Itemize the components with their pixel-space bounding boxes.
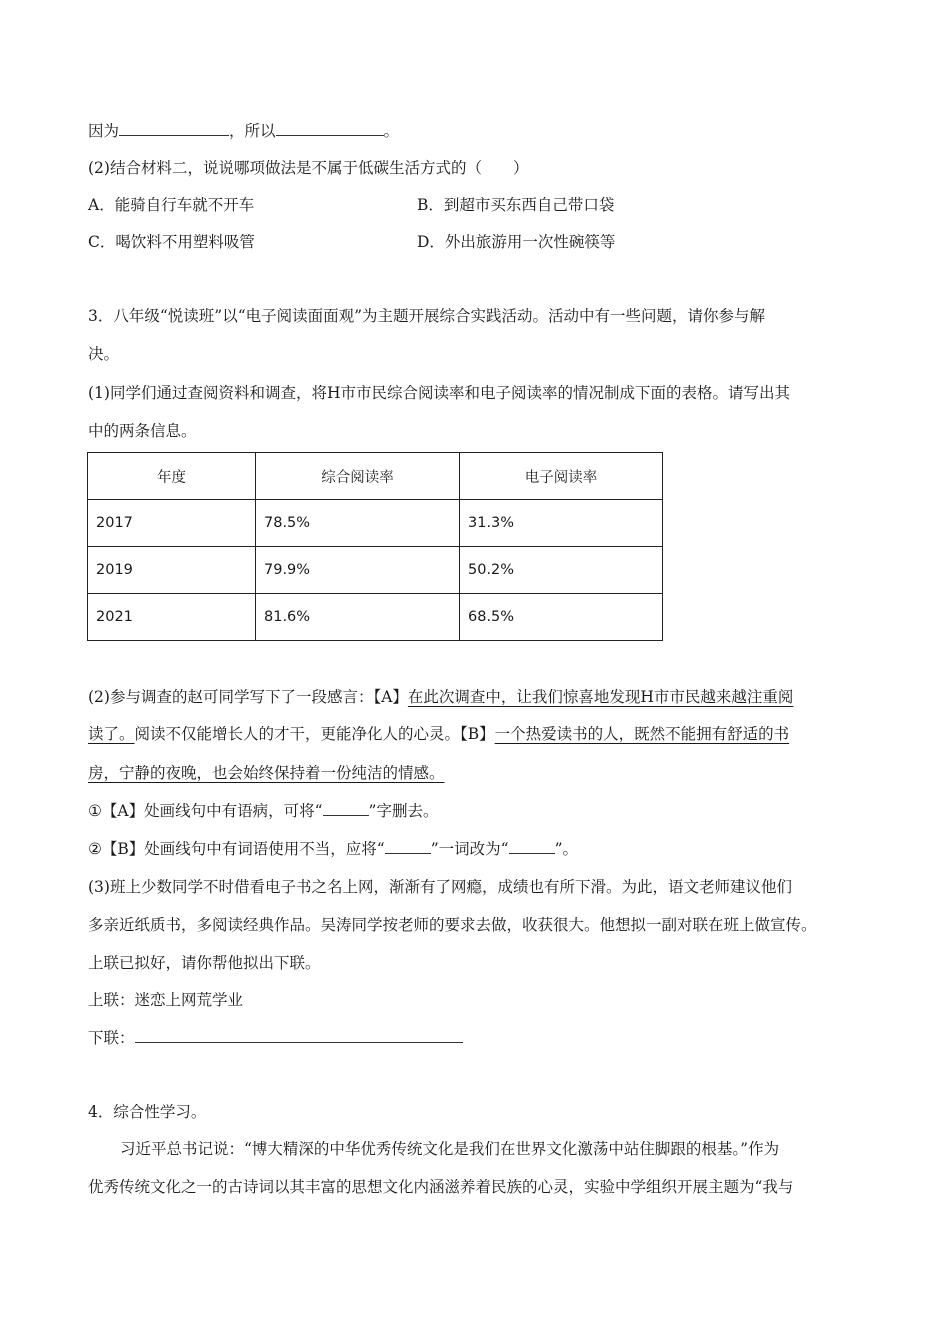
q2-blank-end: 。 (383, 122, 400, 140)
couplet-lower (88, 1026, 463, 1049)
item1-suffix: ”字删去。 (368, 802, 439, 820)
q3-sub2-line2 (88, 723, 789, 745)
q3-sub2-line3 (88, 762, 445, 784)
table-cell: 68.5% (460, 594, 663, 641)
q3-item2 (88, 837, 578, 860)
answer-blank[interactable] (323, 799, 369, 816)
table-cell: 79.9% (256, 547, 460, 594)
q4-para-line1: 习近平总书记说：“博大精深的中华优秀传统文化是我们在世界文化激荡中站住脚跟的根基。”作为 (120, 1140, 780, 1158)
q3-intro-line1: 3．八年级“悦读班”以“电子阅读面面观”为主题开展综合实践活动。活动中有一些问题，请你参与解 (88, 307, 766, 325)
table-row (88, 594, 663, 641)
answer-blank[interactable] (509, 837, 555, 854)
option-b[interactable]: B．到超市买东西自己带口袋 (417, 196, 615, 214)
table-header-cell: 综合阅读率 (256, 453, 460, 500)
option-c[interactable]: C．喝饮料不用塑料吸管 (88, 233, 255, 251)
q3-sub2-middle: 阅读不仅能增长人的才干，更能净化人的心灵。【B】 (134, 725, 495, 743)
table-cell: 2019 (88, 547, 256, 594)
q2-blank-line (88, 119, 399, 142)
couplet-upper: 上联：迷恋上网荒学业 (88, 991, 244, 1009)
q4-para-line2: 优秀传统文化之一的古诗词以其丰富的思想文化内涵滋养着民族的心灵，实验中学组织开展主题为“我与 (88, 1178, 794, 1196)
q3-sub3-line1: (3)班上少数同学不时借看电子书之名上网，渐渐有了网瘾，成绩也有所下滑。为此，语文老师建议他们 (88, 878, 792, 896)
q3-sub3-line3: 上联已拟好，请你帮他拟出下联。 (88, 954, 321, 972)
answer-blank[interactable] (119, 119, 229, 136)
q4-title: 4．综合性学习。 (88, 1103, 207, 1121)
couplet-lower-label: 下联： (88, 1029, 135, 1047)
q2-sub2-question: (2)结合材料二，说说哪项做法是不属于低碳生活方式的（ ） (88, 159, 529, 177)
q3-sub2-line1 (88, 686, 793, 708)
q2-blank-prefix: 因为 (88, 122, 120, 140)
q3-item1 (88, 799, 438, 822)
underlined-sentence-b-end: 房，宁静的夜晚，也会始终保持着一份纯洁的情感。 (88, 764, 445, 782)
table-header-cell: 电子阅读率 (460, 453, 663, 500)
q3-sub1-line2: 中的两条信息。 (88, 422, 197, 440)
table-header-cell: 年度 (88, 453, 256, 500)
option-a[interactable]: A．能骑自行车就不开车 (88, 196, 255, 214)
table-row (88, 547, 663, 594)
q3-sub3-line2: 多亲近纸质书，多阅读经典作品。吴涛同学按老师的要求去做，收获很大。他想拟一副对联在班上做宣传。 (88, 916, 817, 934)
table-row (88, 500, 663, 547)
table-cell: 50.2% (460, 547, 663, 594)
q3-sub2-prefix: (2)参与调查的赵可同学写下了一段感言：【A】 (88, 688, 408, 706)
underlined-sentence-b: 一个热爱读书的人，既然不能拥有舒适的书 (494, 725, 790, 743)
table-header-row (88, 453, 663, 500)
item2-suffix: ”。 (554, 840, 579, 858)
answer-blank[interactable] (276, 119, 384, 136)
option-d[interactable]: D．外出旅游用一次性碗筷等 (417, 233, 616, 251)
table-cell: 2017 (88, 500, 256, 547)
item2-prefix: ②【B】处画线句中有词语使用不当，应将“ (88, 840, 385, 858)
underlined-sentence-a-end: 读了。 (88, 725, 135, 743)
q2-blank-mid: ，所以 (229, 122, 276, 140)
table-cell: 81.6% (256, 594, 460, 641)
item2-mid: ”一词改为“ (430, 840, 509, 858)
underlined-sentence-a: 在此次调查中，让我们惊喜地发现H市市民越来越注重阅 (407, 688, 794, 706)
item1-prefix: ①【A】处画线句中有语病，可将“ (88, 802, 323, 820)
q3-intro-line2: 决。 (88, 345, 120, 363)
q3-sub1-line1: (1)同学们通过查阅资料和调查，将H市市民综合阅读率和电子阅读率的情况制成下面的表格。请写出其 (88, 384, 790, 402)
reading-rate-table (87, 452, 663, 641)
table-cell: 2021 (88, 594, 256, 641)
table-cell: 31.3% (460, 500, 663, 547)
table-cell: 78.5% (256, 500, 460, 547)
answer-blank[interactable] (135, 1026, 463, 1043)
answer-blank[interactable] (385, 837, 431, 854)
